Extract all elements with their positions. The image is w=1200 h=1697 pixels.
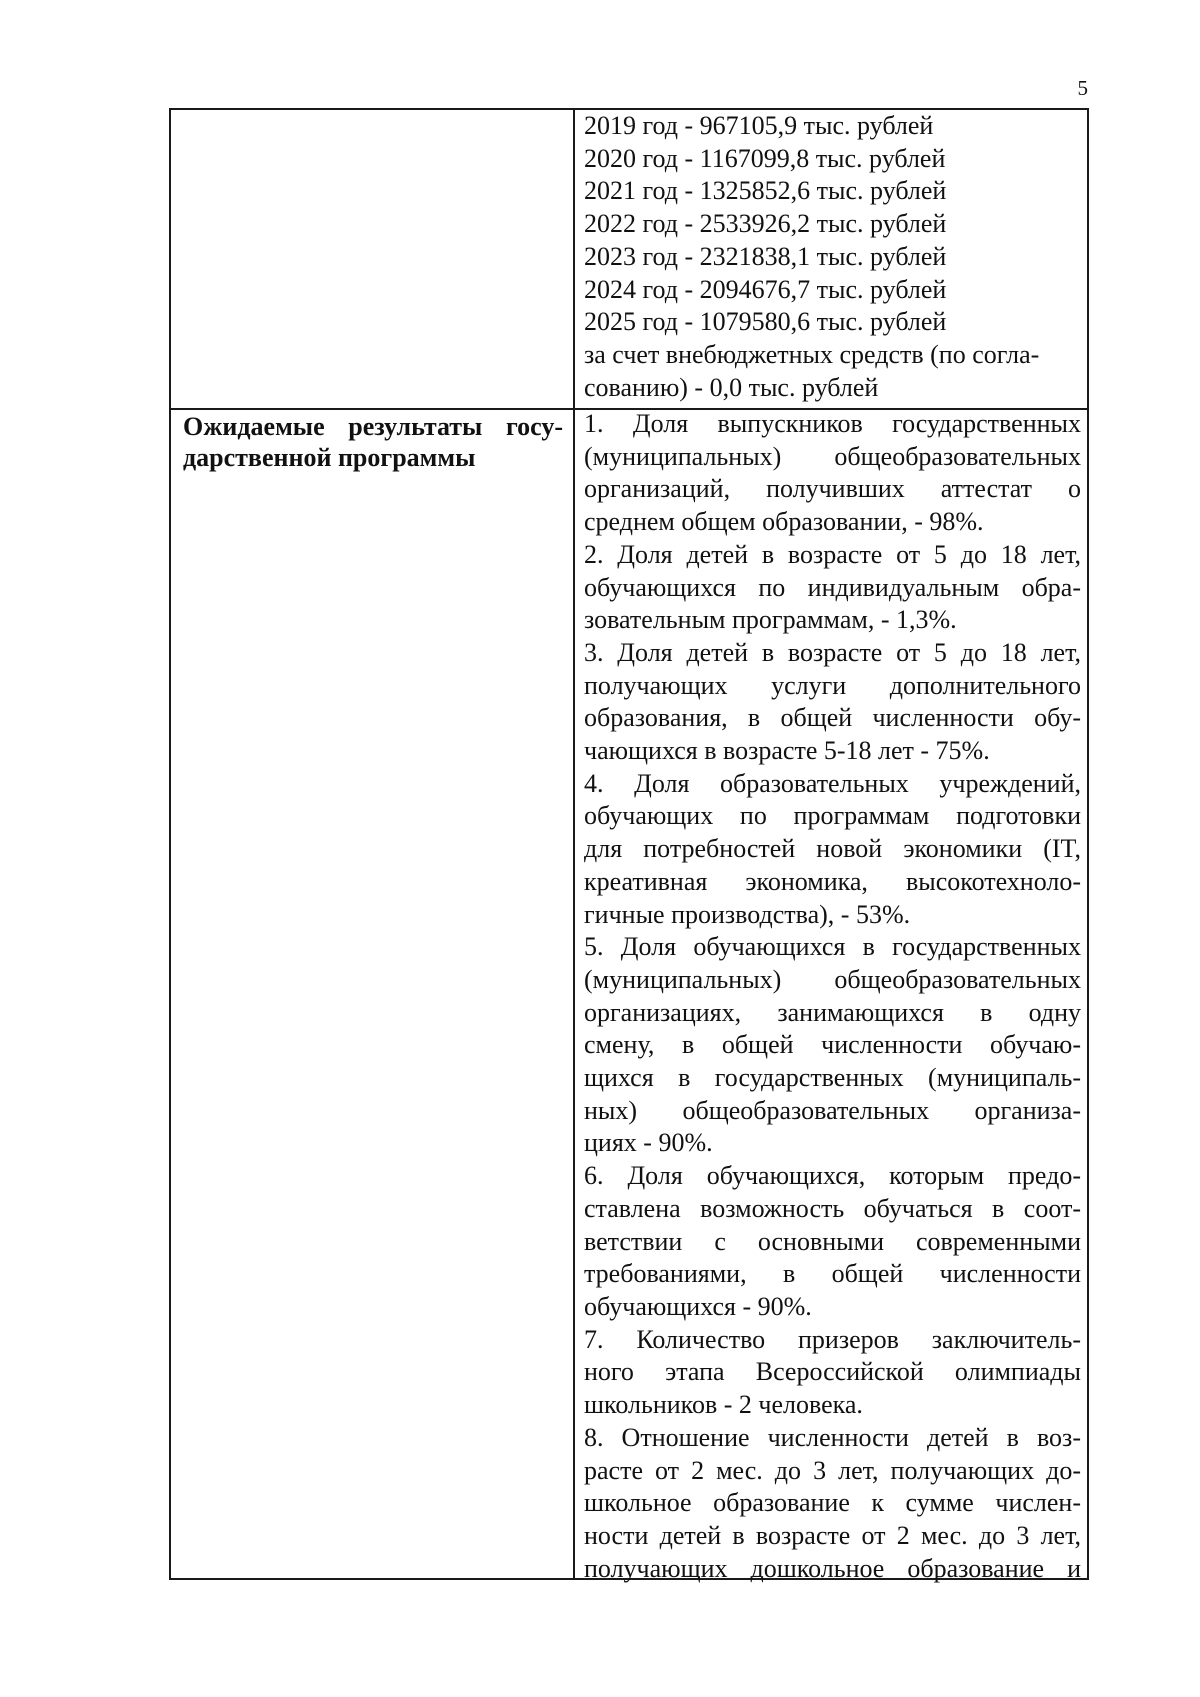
result-line: организаций, получивших аттестат о xyxy=(584,474,1081,504)
result-line: школьников - 2 человека. xyxy=(584,1390,863,1420)
result-line: ных) общеобразовательных организа- xyxy=(584,1095,1081,1125)
row-label-line: Ожидаемые результаты госу- xyxy=(183,412,563,441)
result-line: зовательным программам, - 1,3%. xyxy=(584,605,957,635)
result-line: 4. Доля образовательных учреждений, xyxy=(584,768,1081,798)
result-line: (муниципальных) общеобразовательных xyxy=(584,964,1081,994)
result-line: ности детей в возрасте от 2 мес. до 3 лет, xyxy=(584,1520,1081,1550)
result-line: 1. Доля выпускников государственных xyxy=(584,409,1081,438)
result-line: ветствии с основными современными xyxy=(584,1226,1081,1256)
result-line: ного этапа Всероссийской олимпиады xyxy=(584,1357,1081,1387)
funding-line: 2020 год - 1167099,8 тыс. рублей xyxy=(584,143,946,173)
funding-line: 2021 год - 1325852,6 тыс. рублей xyxy=(584,176,947,206)
funding-line: 2025 год - 1079580,6 тыс. рублей xyxy=(584,307,947,337)
result-line: образования, в общей численности обу- xyxy=(584,703,1081,733)
result-line: креативная экономика, высокотехноло- xyxy=(584,866,1081,896)
expected-results-label-cell xyxy=(183,411,563,473)
funding-line: за счет внебюджетных средств (по согла- xyxy=(584,339,1040,369)
result-line: получающих услуги дополнительного xyxy=(584,670,1081,700)
funding-line: 2024 год - 2094676,7 тыс. рублей xyxy=(584,274,947,304)
result-line: обучающихся по индивидуальным обра- xyxy=(584,572,1081,602)
result-line: обучающихся - 90%. xyxy=(584,1291,812,1321)
page-number: 5 xyxy=(1077,76,1088,100)
result-line: щихся в государственных (муниципаль- xyxy=(584,1063,1081,1093)
result-line: обучающих по программам подготовки xyxy=(584,801,1081,831)
result-line: смену, в общей численности обучаю- xyxy=(584,1030,1081,1060)
result-line: для потребностей новой экономики (IT, xyxy=(584,834,1081,864)
result-line: 3. Доля детей в возрасте от 5 до 18 лет, xyxy=(584,637,1081,667)
result-line: 5. Доля обучающихся в государственных xyxy=(584,932,1081,962)
funding-line: 2022 год - 2533926,2 тыс. рублей xyxy=(584,209,947,239)
program-passport-table xyxy=(169,108,1089,1583)
result-line: школьное образование к сумме числен- xyxy=(584,1488,1081,1518)
result-line: циях - 90%. xyxy=(584,1128,713,1158)
result-line: гичные производства), - 53%. xyxy=(584,899,911,929)
result-line: чающихся в возрасте 5-18 лет - 75%. xyxy=(584,736,990,766)
funding-by-year-cell xyxy=(584,110,1081,404)
funding-line: сованию) - 0,0 тыс. рублей xyxy=(584,372,879,402)
result-line: расте от 2 мес. до 3 лет, получающих до- xyxy=(584,1455,1081,1485)
result-line: 8. Отношение численности детей в воз- xyxy=(584,1422,1081,1452)
result-line: получающих дошкольное образование и xyxy=(584,1553,1081,1583)
funding-line: 2023 год - 2321838,1 тыс. рублей xyxy=(584,241,947,271)
expected-results-content-cell xyxy=(584,408,1081,1585)
result-line: 7. Количество призеров заключитель- xyxy=(584,1324,1081,1354)
funding-line: 2019 год - 967105,9 тыс. рублей xyxy=(584,111,934,140)
row-label-line: дарственной программы xyxy=(183,443,476,472)
result-line: среднем общем образовании, - 98%. xyxy=(584,507,984,537)
result-line: 2. Доля детей в возрасте от 5 до 18 лет, xyxy=(584,539,1081,569)
result-line: организациях, занимающихся в одну xyxy=(584,997,1081,1027)
result-line: требованиями, в общей численности xyxy=(584,1259,1081,1289)
result-line: 6. Доля обучающихся, которым предо- xyxy=(584,1161,1081,1191)
result-line: (муниципальных) общеобразовательных xyxy=(584,441,1081,471)
column-divider xyxy=(573,110,575,1578)
result-line: ставлена возможность обучаться в соот- xyxy=(584,1193,1081,1223)
